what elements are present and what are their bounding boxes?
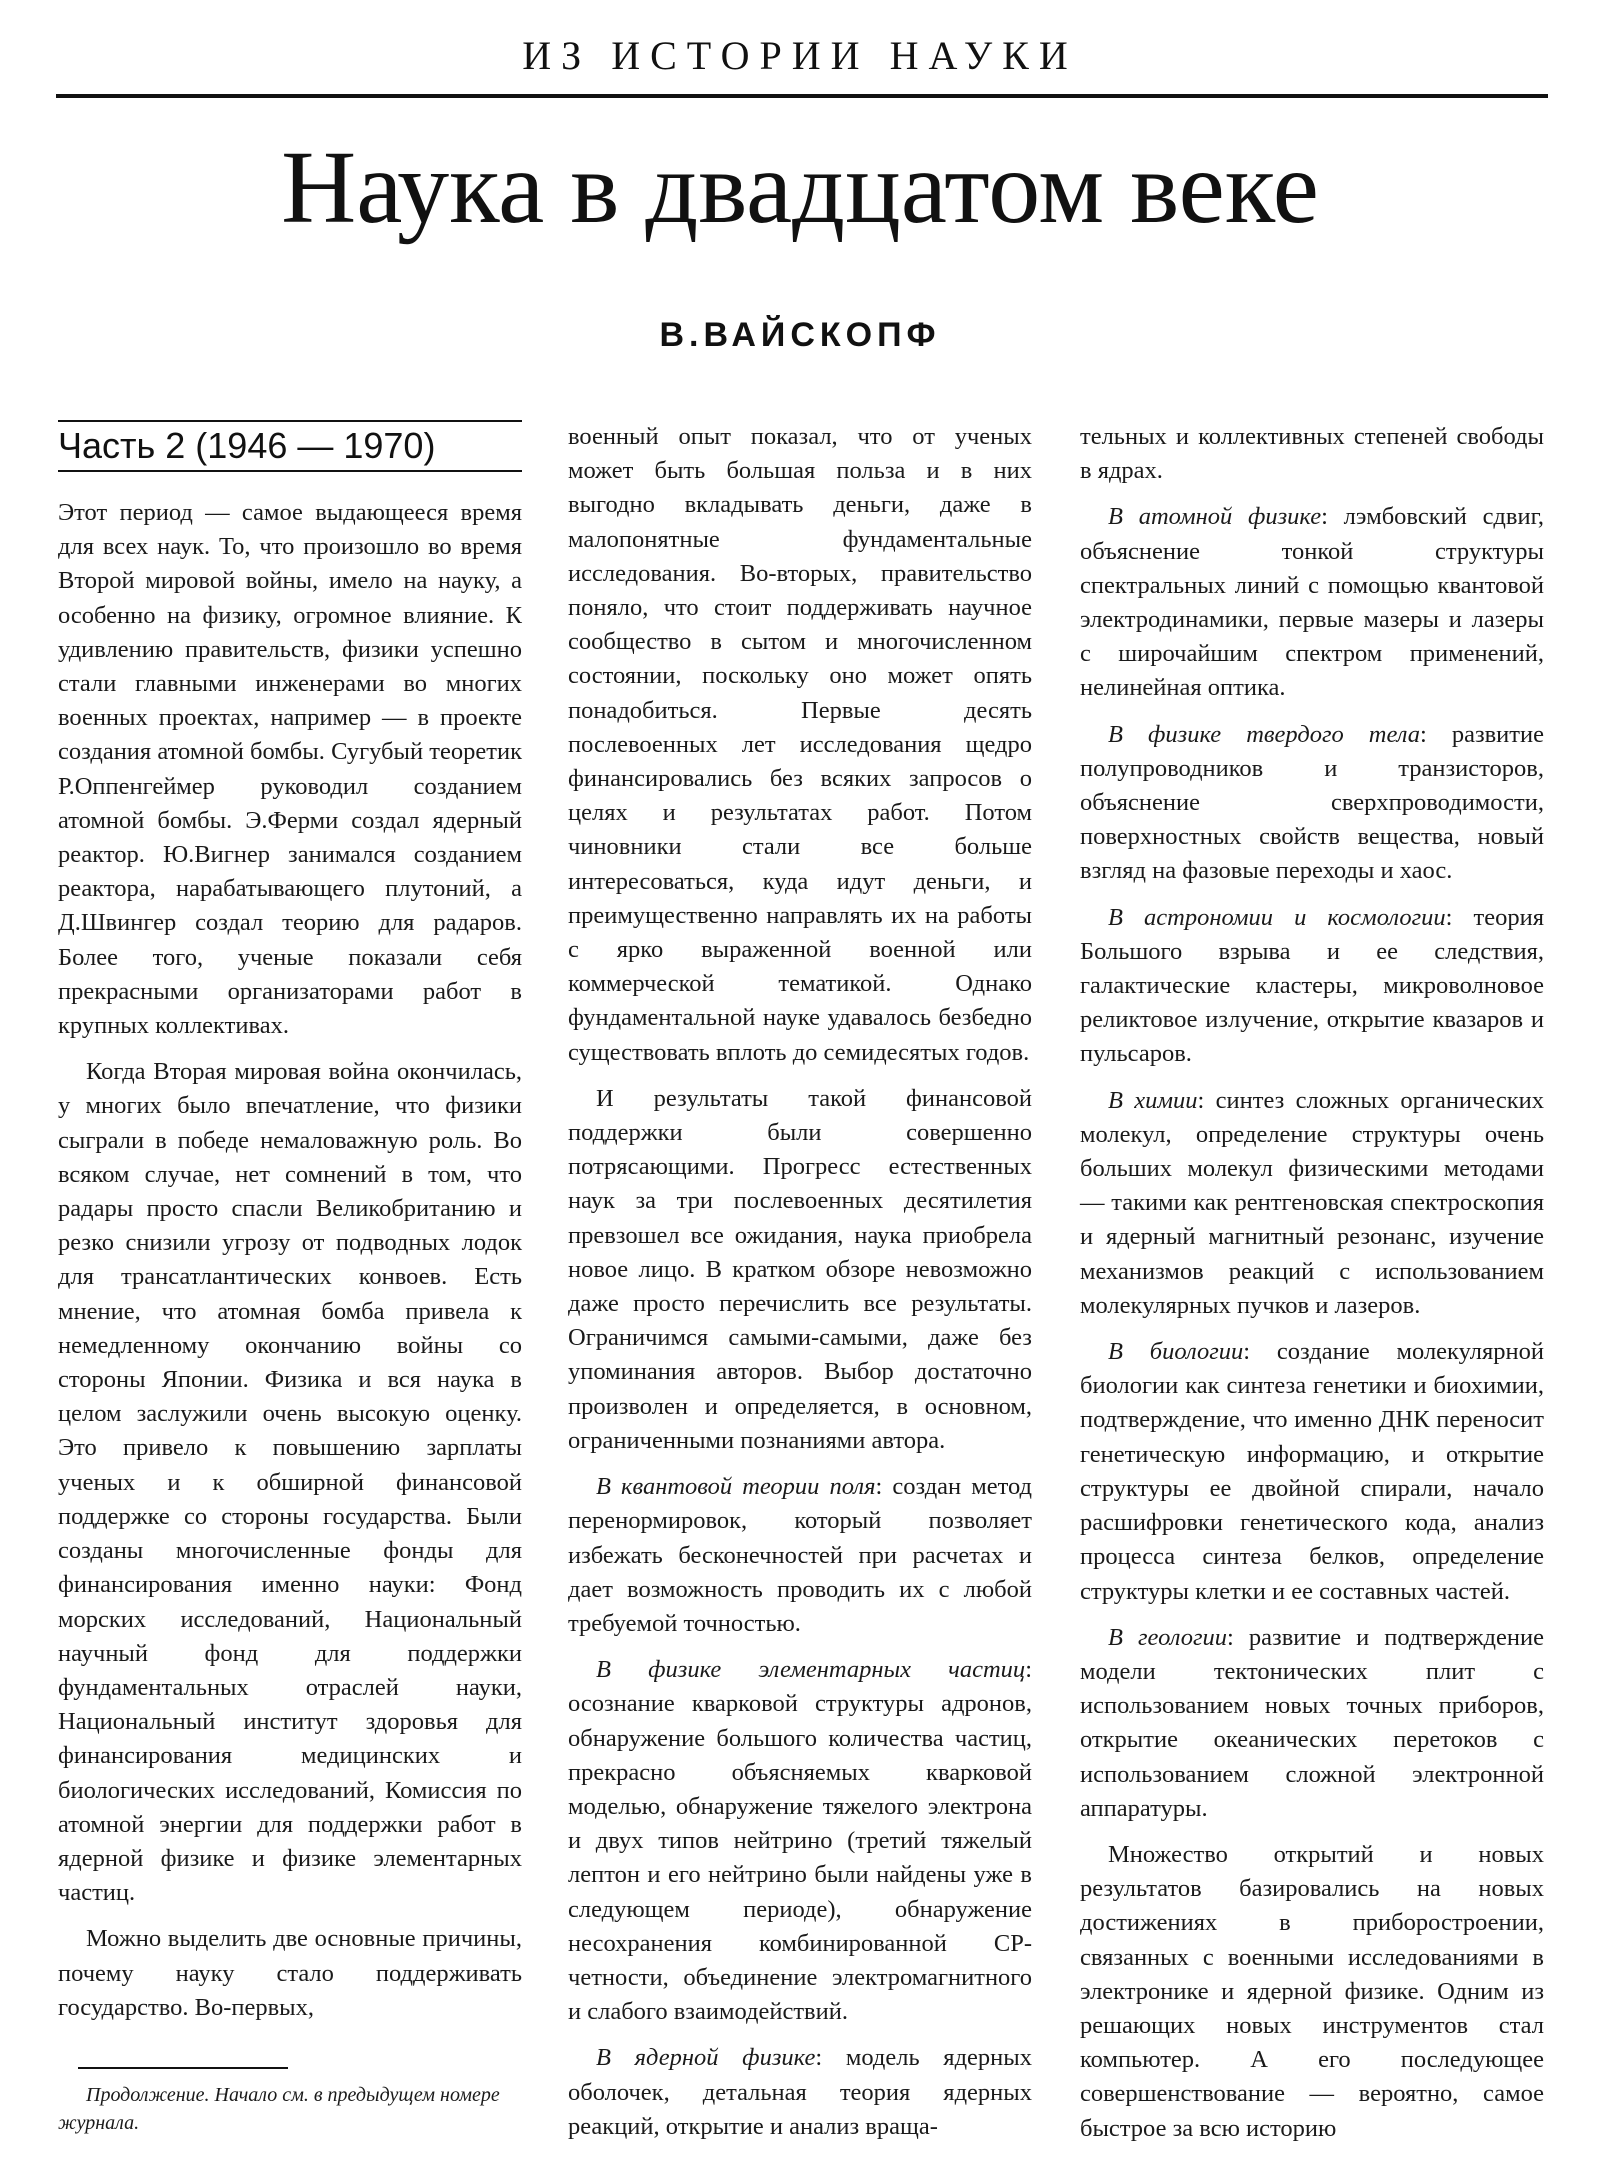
topic-label: В астрономии и космологии bbox=[1108, 903, 1446, 931]
topic-label: В атомной физике bbox=[1108, 503, 1322, 531]
topic-label: В физике элементарных частиц bbox=[596, 1656, 1026, 1684]
topic-text: : развитие полупроводников и транзисторов, объяснение сверхпроводимости, поверхностных свойств вещества, новый взгляд на фазовые переходы и хаос. bbox=[1080, 720, 1544, 885]
text-column-3 bbox=[1080, 420, 1544, 2170]
article-author: В.ВАЙСКОПФ bbox=[659, 316, 941, 354]
topic-label: В ядерной физике bbox=[596, 2044, 816, 2072]
topic-text: : лэмбовский сдвиг, объяснение тонкой структуры спектральных линий с помощью квантовой электродинамики, первые мазеры и лазеры с широчайшим спектром применений, нелинейная оптика. bbox=[1080, 503, 1544, 702]
section-rubric: ИЗ ИСТОРИИ НАУКИ bbox=[522, 33, 1078, 78]
paragraph: Можно выделить две основные причины, почему науку стало поддерживать государство. Во-первых, bbox=[58, 1925, 522, 2021]
paragraph-geology bbox=[1080, 1621, 1544, 1826]
paragraph-astronomy bbox=[1080, 901, 1544, 1072]
text-column-1 bbox=[58, 420, 522, 2170]
paragraph-particle-physics bbox=[568, 1653, 1032, 2029]
topic-text: : осознание кварковой структуры адронов, обнаружение большого количества частиц, прекрасно объясняемых кварковой моделью, обнаружение тяжелого электрона и двух типов нейтрино (третий тяжелый лептон и его нейтрино были найдены уже в следующем периоде), обнаружение несохранения комбинированной CP-четности, объединение электромагнитного и слабого взаимодействий. bbox=[568, 1656, 1032, 2026]
paragraph: Множество открытий и новых результатов базировались на новых достижениях в приборостроении, связанных с военными исследованиями в электронике и ядерной физике. Одним из решающих новых инструментов стал компьютер. А его последующее совершенствование — вероятно, самое быстрое за всю историю bbox=[1080, 1840, 1544, 2142]
paragraph-chemistry bbox=[1080, 1084, 1544, 1323]
topic-text: : синтез сложных органических молекул, определение структуры очень больших молекул физическими методами — такими как рентгеновская спектроскопия и ядерный магнитный резонанс, изучение механизмов реакций с использованием молекулярных пучков и лазеров. bbox=[1080, 1086, 1544, 1319]
paragraph: Когда Вторая мировая война окончилась, у многих было впечатление, что физики сыграли в победе немаловажную роль. Во всяком случае, нет сомнений в том, что радары просто спасли Великобританию и резко снизили угрозу от подводных лодок для трансатлантических конвоев. Есть мнение, что атомная бомба привела к немедленному окончанию войны со стороны Японии. Физика и вся наука в целом заслужили очень высокую оценку. Это привело к повышению зарплаты ученых и к обширной финансовой поддержке со стороны государства. Были созданы многочисленные фонды для финансирования именно науки: Фонд морских исследований, Национальный научный фонд для поддержки фундаментальных отраслей науки, Национальный институт здоровья для финансирования медицинских и биологических исследований, Комиссия по атомной энергии для поддержки работ в ядерной физике и физике элементарных частиц. bbox=[58, 1058, 522, 1907]
topic-label: В квантовой теории поля bbox=[596, 1473, 876, 1501]
topic-label: В химии bbox=[1108, 1086, 1198, 1114]
paragraph-atomic-physics bbox=[1080, 500, 1544, 705]
paragraph-biology bbox=[1080, 1335, 1544, 1609]
paragraph: И результаты такой финансовой поддержки были совершенно потрясающими. Прогресс естественных наук за три послевоенных десятилетия превзошел все ожидания, наука приобрела новое лицо. В кратком обзоре невозможно даже просто перечислить все результаты. Ограничимся самыми-самыми, даже без упоминания авторов. Выбор достаточно произволен и определяется, в основном, ограниченными познаниями автора. bbox=[568, 1084, 1032, 1454]
topic-label: В геологии bbox=[1108, 1623, 1228, 1651]
article-title: Наука в двадцатом веке bbox=[281, 130, 1319, 245]
paragraph-nuclear-physics bbox=[568, 2041, 1032, 2144]
topic-label: В биологии bbox=[1108, 1338, 1244, 1366]
footnote-divider bbox=[78, 2067, 288, 2069]
topic-label: В физике твердого тела bbox=[1108, 720, 1420, 748]
topic-text: : развитие и подтверждение модели тектонических плит с использованием новых точных приборов, открытие океанических перетоков с использованием сложной электронной аппаратуры. bbox=[1080, 1623, 1544, 1822]
topic-text: : теория Большого взрыва и ее следствия, галактические кластеры, микроволновое реликтовое излучение, открытие квазаров и пульсаров. bbox=[1080, 903, 1544, 1068]
topic-text: : модель ядерных оболочек, детальная теория ядерных реакций, открытие и анализ враща- bbox=[568, 2044, 1032, 2140]
paragraph-quantum-field-theory bbox=[568, 1470, 1032, 1641]
topic-text: : создание молекулярной биологии как синтеза генетики и биохимии, подтверждение, что именно ДНК переносит генетическую информацию, и открытие структуры ее двойной спирали, начало расшифровки генетического кода, анализ процесса синтеза белков, определение структуры клетки и ее составных частей. bbox=[1080, 1338, 1544, 1605]
text-column-2 bbox=[568, 420, 1032, 2170]
topic-text: : создан метод перенормировок, который позволяет избежать бесконечностей при расчетах и дает возможность проводить их с любой требуемой точностью. bbox=[568, 1473, 1032, 1637]
paragraph: военный опыт показал, что от ученых может быть большая польза и в них выгодно вкладывать деньги, даже в малопонятные фундаментальные исследования. Во-вторых, правительство поняло, что стоит поддерживать научное сообщество в сытом и многочисленном состоянии, поскольку оно может опять понадобиться. Первые десять послевоенных лет исследования щедро финансировались без всяких запросов о целях и результатах работ. Потом чиновники стали все больше интересоваться, куда идут деньги, и преимущественно направлять их на работы с ярко выраженной военной или коммерческой тематикой. Однако фундаментальной науке удавалось безбедно существовать вплоть до семидесятых годов. bbox=[568, 423, 1032, 1066]
paragraph: тельных и коллективных степеней свободы в ядрах. bbox=[1080, 423, 1544, 485]
rubric-divider bbox=[56, 94, 1548, 98]
part-heading: Часть 2 (1946 — 1970) bbox=[58, 420, 522, 472]
paragraph: Этот период — самое выдающееся время для всех наук. То, что произошло во время Второй мировой войны, имело на науку, а особенно на физику, огромное влияние. К удивлению правительств, физики успешно стали главными инженерами во многих военных проектах, например — в проекте создания атомной бомбы. Сугубый теоретик Р.Оппенгеймер руководил созданием атомной бомбы. Э.Ферми создал ядерный реактор. Ю.Вигнер занимался созданием реактора, нарабатывающего плутоний, а Д.Швингер создал теорию для радаров. Более того, ученые показали себя прекрасными организаторами работ в крупных коллективах. bbox=[58, 499, 522, 1040]
footnote: Продолжение. Начало см. в предыдущем номере журнала. bbox=[58, 2083, 500, 2134]
paragraph-solid-state bbox=[1080, 718, 1544, 889]
